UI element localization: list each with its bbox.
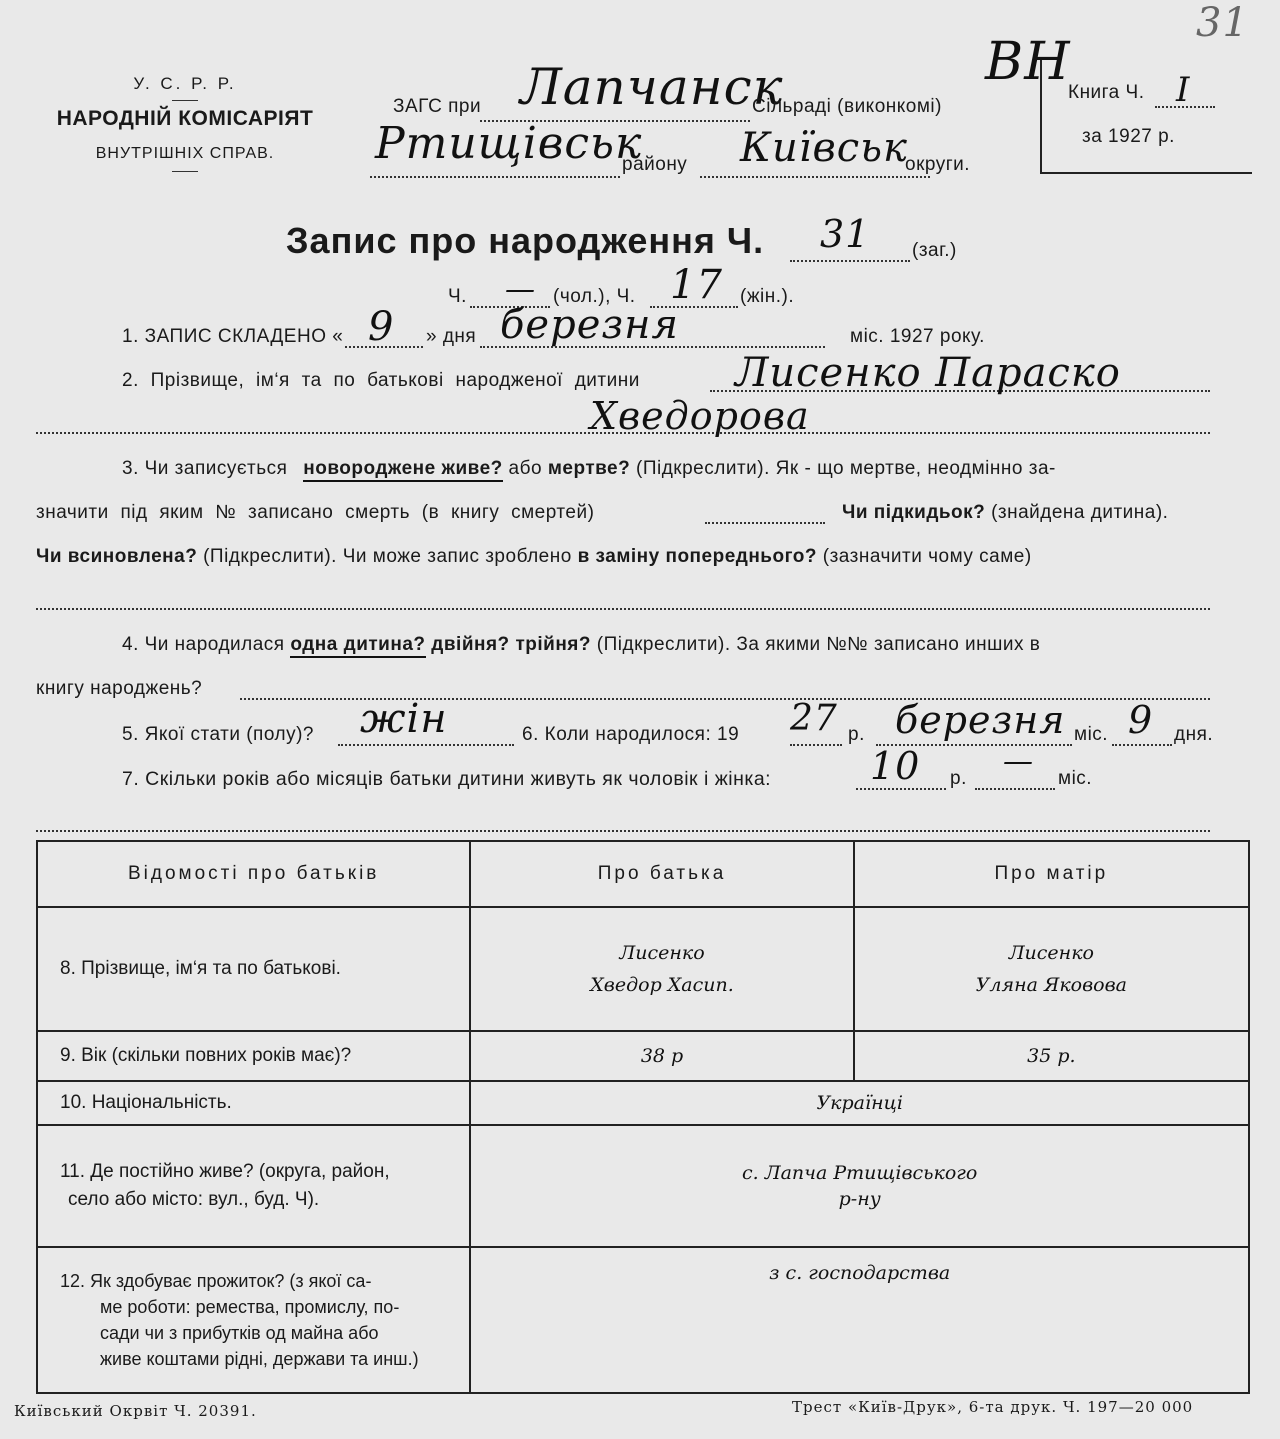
item7-label: 7. Скільки років або місяців батьки дитини живуть як чоловік і жінка: xyxy=(122,768,772,790)
mother-surname: Лисенко xyxy=(1008,942,1094,964)
item7-mis: міс. xyxy=(1058,768,1093,789)
father-surname: Лисенко xyxy=(619,942,705,964)
item7-years-line xyxy=(856,788,946,790)
item1-suffix: міс. 1927 року. xyxy=(850,326,985,347)
corner-handwritten-mark: ВН xyxy=(985,32,1071,92)
zags-prefix: ЗАГС при xyxy=(393,96,482,117)
table-row xyxy=(37,907,1249,1031)
row-label xyxy=(37,1247,470,1393)
item3-text: (зазначити чому саме) xyxy=(822,546,1032,567)
occupation-cell: з с. господарства xyxy=(470,1247,1249,1393)
item4-triplet-option: трійня? xyxy=(515,634,591,655)
item3-text: 3. Чи записується xyxy=(122,458,288,479)
father-given-names: Хведор Хасип. xyxy=(590,974,734,996)
district-suffix: району xyxy=(622,154,688,175)
row-label-line: ме роботи: ремества, промислу, по- xyxy=(100,1297,400,1317)
district-handwritten: Ртищівськ xyxy=(375,118,643,169)
divider xyxy=(172,171,198,172)
row-label: 10. Національність. xyxy=(37,1081,470,1125)
item4-text: (Підкреслити). За якими №№ записано инших в xyxy=(596,634,1041,655)
corner-handwritten-number: 31 xyxy=(1196,0,1249,46)
item6-dnia: дня. xyxy=(1174,724,1214,745)
mother-given-names: Уляна Яковова xyxy=(975,974,1127,996)
district-line xyxy=(370,176,620,178)
table-row xyxy=(37,1247,1249,1393)
item1-label: 1. ЗАПИС СКЛАДЕНО « xyxy=(122,326,344,347)
item3-line4 xyxy=(36,608,1210,610)
item6-month-handwritten: березня xyxy=(895,698,1066,742)
nationality-cell: Українці xyxy=(470,1081,1249,1125)
item3-line3 xyxy=(36,546,1032,568)
father-age-cell: 38 р xyxy=(470,1031,853,1081)
item3-text: (Підкреслити). Як - що мертве, неодмінно за- xyxy=(636,458,1056,479)
item6-r: р. xyxy=(848,724,865,745)
column-header: Про батька xyxy=(470,841,853,907)
item3-death-line xyxy=(705,522,825,524)
table-row xyxy=(37,1031,1249,1081)
item7-months-handwritten: — xyxy=(1003,744,1034,779)
male-suffix: (чол.), Ч. xyxy=(553,286,636,307)
year-label: за 1927 р. xyxy=(1082,126,1175,147)
female-suffix: (жін.). xyxy=(740,286,795,307)
item5-sex-line xyxy=(338,744,514,746)
row-label: 8. Прізвище, ім‘я та по батькові. xyxy=(37,907,470,1031)
row-label-line: 12. Як здобуває прожиток? (з якої са- xyxy=(60,1271,372,1291)
okruha-suffix: округи. xyxy=(905,154,971,175)
village-handwritten: Лапчанск xyxy=(520,58,784,116)
column-header: Про матір xyxy=(854,841,1249,907)
footer-left: Київський Окрвіт Ч. 20391. xyxy=(14,1402,257,1420)
item7-months-line xyxy=(975,788,1055,790)
table-header-row xyxy=(37,841,1249,907)
item4-line1 xyxy=(122,634,1040,656)
item3-adopted: Чи всиновлена? xyxy=(36,546,198,567)
table-row xyxy=(37,1081,1249,1125)
page-title: Запис про народження Ч. xyxy=(286,220,765,261)
item3-line1 xyxy=(122,458,1210,480)
item2-label: 2. Прізвище, ім‘я та по батькові народженої дитини xyxy=(122,370,640,391)
book-box xyxy=(1040,60,1252,174)
item6-day-line xyxy=(1112,744,1172,746)
item6-label: 6. Коли народилося: 19 xyxy=(522,724,740,745)
footer-right: Трест «Київ-Друк», 6-та друк. Ч. 197—20 000 xyxy=(792,1398,1194,1416)
item3-replace: в заміну попереднього? xyxy=(577,546,817,567)
item6-year-line xyxy=(790,744,842,746)
item2-name-handwritten: Лисенко Параско xyxy=(735,350,1121,396)
male-count-handwritten: — xyxy=(505,272,536,307)
issuer-block xyxy=(40,74,330,172)
item6-mis: міс. xyxy=(1074,724,1109,745)
item7-years-handwritten: 10 xyxy=(870,744,921,788)
item4-text: 4. Чи народилася xyxy=(122,634,285,655)
okruha-line xyxy=(700,176,930,178)
okruha-handwritten: Київськ xyxy=(740,125,908,171)
father-name-cell xyxy=(470,907,853,1031)
row-label-line: живе коштами рідні, держави та инш.) xyxy=(100,1349,419,1369)
residence-line: р-ну xyxy=(838,1188,881,1210)
item3-dead-option: мертве? xyxy=(547,458,631,479)
title-number-line xyxy=(790,260,910,262)
column-header: Відомості про батьків xyxy=(37,841,470,907)
residence-cell xyxy=(470,1125,1249,1247)
item5-label: 5. Якої стати (полу)? xyxy=(122,724,314,745)
commissariat-label: НАРОДНІЙ КОМІСАРІЯТ xyxy=(56,107,314,130)
male-prefix: Ч. xyxy=(448,286,467,307)
parents-table xyxy=(36,840,1250,1394)
item3-alive-option: новороджене живе? xyxy=(303,458,503,482)
item3-or: або xyxy=(508,458,543,479)
item1-mid: » дня xyxy=(426,326,477,347)
item7-line2 xyxy=(36,830,1210,832)
item4-twin-option: двійня? xyxy=(431,634,510,655)
mother-name-cell xyxy=(854,907,1249,1031)
item7-r: р. xyxy=(950,768,967,789)
table-row xyxy=(37,1125,1249,1247)
village-suffix: Сільраді (виконкомі) xyxy=(752,96,942,117)
item3-text: (Підкреслити). Чи може запис зроблено xyxy=(203,546,572,567)
row-label xyxy=(37,1125,470,1247)
title-suffix: (заг.) xyxy=(912,240,957,261)
book-number-handwritten: I xyxy=(1176,70,1191,110)
item1-month-handwritten: березня xyxy=(500,302,680,348)
female-count-handwritten: 17 xyxy=(670,262,723,308)
title-number-handwritten: 31 xyxy=(820,212,871,256)
item6-day-handwritten: 9 xyxy=(1128,698,1154,742)
residence-line: с. Лапча Ртищівського xyxy=(742,1162,978,1184)
republic-label: У. С. Р. Р. xyxy=(133,74,237,93)
item6-year-handwritten: 27 xyxy=(790,698,838,739)
item1-day-handwritten: 9 xyxy=(368,304,395,350)
item4-one-option: одна дитина? xyxy=(290,634,425,658)
item3-line2: значити під яким № записано смерть (в книгу смертей) xyxy=(36,502,595,523)
item4-line2: книгу народжень? xyxy=(36,678,203,699)
book-label: Книга Ч. xyxy=(1068,82,1145,103)
item2-patronymic-handwritten: Хведорова xyxy=(590,394,810,438)
mother-age-cell: 35 р. xyxy=(854,1031,1249,1081)
row-label-line: сади чи з прибутків од майна або xyxy=(100,1323,379,1343)
item5-sex-handwritten: жін xyxy=(360,696,448,742)
item3-line2b xyxy=(842,502,1168,524)
divider xyxy=(172,100,198,101)
item3-foundling: Чи підкидьок? xyxy=(842,502,986,523)
row-label-line: 11. Де постійно живе? (округа, район, xyxy=(60,1161,390,1182)
row-label: 9. Вік (скільки повних років має)? xyxy=(37,1031,470,1081)
row-label-line: село або місто: вул., буд. Ч). xyxy=(68,1189,320,1210)
department-label: ВНУТРІШНІХ СПРАВ. xyxy=(95,145,275,162)
item3-text: (знайдена дитина). xyxy=(991,502,1169,523)
